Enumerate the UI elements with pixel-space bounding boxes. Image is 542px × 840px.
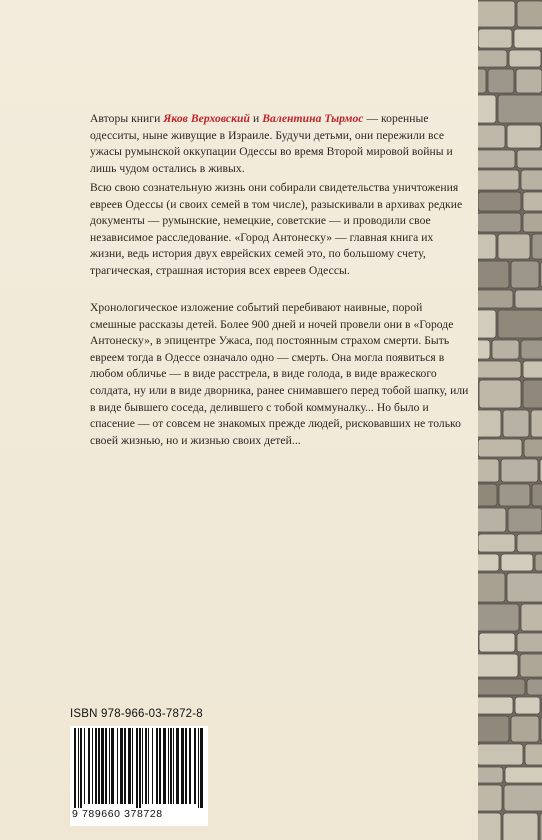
stone-wall-pattern: [478, 0, 542, 840]
stone: [478, 697, 513, 714]
stone: [511, 261, 539, 288]
stone: [517, 534, 542, 552]
stone: [520, 654, 542, 677]
stone: [498, 95, 542, 123]
stone: [515, 290, 542, 308]
summary-text: Хронологическое изложение событий перебивают наивные, порой смешные рассказы детей. Более 900 дней и ночей провели они в «Городе Антонеску», в эпицентре Ужаса, под постоянным страхом смерти. Быть евреем тогда в Одессе означало одно — смерть. Она могла появиться в любом обличье — в виде расстрела, в виде голода, в виде вражеского солдата, ну или в виде дворника, ранее снимавшего перед тобой шапку, или в виде бывшего соседа, делившего с тобой коммуналку... Но было и спасение — от совсем не знакомых прежде людей, рисковавших не только своей жизнью, но и жизнью своих детей...: [90, 301, 469, 447]
stone: [478, 340, 490, 359]
stone: [499, 484, 530, 506]
barcode-bar: [148, 728, 149, 804]
stone: [478, 213, 521, 232]
barcode-bar: [168, 728, 169, 804]
stone: [478, 744, 523, 765]
barcode-bar: [152, 728, 153, 804]
stone: [478, 361, 521, 378]
stone: [479, 380, 521, 408]
stone: [525, 744, 542, 765]
barcode-bar: [88, 728, 90, 804]
stone: [479, 633, 515, 652]
barcode-bar: [142, 728, 143, 804]
stone: [478, 95, 496, 123]
stone: [478, 554, 499, 571]
stone: [478, 261, 509, 288]
barcode-bar: [111, 728, 114, 804]
stone: [505, 767, 542, 783]
stone: [478, 679, 525, 695]
isbn-label: ISBN 978-966-03-7872-8: [70, 708, 203, 720]
barcode-bar: [200, 728, 203, 810]
stone: [523, 213, 542, 232]
stone: [478, 573, 505, 602]
barcode-bar: [78, 728, 79, 810]
stone: [507, 125, 541, 148]
stone: [515, 697, 540, 714]
barcode-bar: [194, 728, 196, 804]
stone: [478, 654, 518, 677]
stone: [523, 361, 542, 378]
stone: [514, 29, 542, 48]
stone: [523, 380, 542, 408]
stone: [524, 439, 542, 457]
barcode-bar: [185, 728, 187, 804]
barcode-bar: [189, 728, 191, 804]
stone: [478, 484, 497, 506]
stone: [488, 69, 514, 93]
stone: [498, 234, 530, 259]
barcode-bar: [139, 728, 141, 810]
stone: [478, 410, 501, 437]
stone: [509, 50, 541, 67]
conjunction: и: [250, 112, 263, 125]
stone: [532, 234, 542, 259]
barcode-bar: [198, 728, 199, 810]
stone: [521, 340, 542, 359]
stone: [492, 340, 519, 359]
stone: [478, 534, 515, 552]
stone: [498, 310, 542, 338]
stone: [521, 604, 542, 631]
stone: [501, 459, 538, 482]
authors-description: — коренные одесситы, ныне живущие в Израиле. Будучи детьми, они пережили все ужасы румынской оккупации Одессы во время Второй мировой войны и лишь чудом остались в живых.: [90, 112, 453, 175]
paragraph-research: [90, 180, 470, 280]
barcode-bar: [170, 728, 172, 804]
stone: [503, 410, 529, 437]
paragraph-authors: [90, 111, 470, 177]
stone-wall-image: [478, 0, 542, 840]
stone: [535, 554, 542, 571]
research-text: Всю свою сознательную жизнь они собирали свидетельства уничтожения евреев Одессы (и своих семей в том числе), разыскивали в архивах редкие документы — румынские, немецкие, советские — и проводили свое независимое расследование. «Город Антонеску» — главная книга их жизни, ведь история двух еврейских семей это, по большому счету, трагическая, страшная история всех евреев Одессы.: [90, 181, 463, 277]
barcode-bar: [74, 728, 76, 810]
author-name-1: Яков Верховский: [163, 112, 251, 125]
barcode-bar: [84, 728, 85, 804]
stone: [478, 125, 505, 148]
barcode-bar: [181, 728, 184, 804]
stone: [478, 508, 506, 532]
stone: [478, 604, 519, 631]
stone: [517, 1, 542, 27]
stone: [478, 192, 521, 211]
stone: [478, 50, 507, 67]
stone: [478, 785, 502, 811]
barcode-bar: [117, 728, 118, 804]
barcode-bar: [173, 728, 174, 804]
stone: [478, 234, 496, 259]
stone: [478, 1, 515, 27]
barcode-digits: 9 789660 378728: [70, 808, 208, 820]
stone: [478, 459, 499, 482]
paragraph-summary: [90, 300, 470, 449]
author-name-2: Валентина Тырмос: [262, 112, 364, 125]
stone: [478, 439, 522, 457]
barcode-bars: [70, 726, 208, 810]
stone: [527, 679, 542, 695]
stone: [507, 573, 542, 602]
barcode-bar: [136, 728, 138, 810]
stone: [478, 813, 501, 840]
stone: [503, 813, 538, 840]
barcode-bar: [156, 728, 158, 804]
barcode-bar: [80, 728, 82, 810]
barcode-bar: [145, 728, 147, 804]
stone: [478, 767, 503, 783]
stone: [511, 716, 539, 742]
stone: [478, 170, 519, 190]
stone: [521, 170, 542, 190]
barcode-bar: [128, 728, 131, 804]
barcode-bar: [95, 728, 97, 804]
stone: [504, 785, 542, 811]
stone: [517, 633, 542, 652]
barcode-bar: [124, 728, 126, 804]
stone: [517, 150, 542, 168]
barcode-bar: [163, 728, 166, 804]
barcode-bar: [120, 728, 123, 804]
stone: [478, 290, 513, 308]
stone: [508, 508, 542, 532]
stone: [516, 69, 542, 93]
barcode-bar: [92, 728, 93, 804]
stone: [501, 554, 533, 571]
stone: [478, 716, 509, 742]
stone: [478, 69, 486, 93]
intro-text: Авторы книги: [90, 112, 164, 125]
barcode-bar: [109, 728, 110, 804]
barcode-bar: [159, 728, 161, 804]
barcode-bar: [132, 728, 133, 804]
stone: [478, 310, 496, 338]
barcode-bar: [105, 728, 107, 804]
barcode-bar: [176, 728, 179, 804]
stone: [531, 410, 542, 437]
stone: [532, 484, 542, 506]
stone: [523, 192, 542, 211]
barcode-bar: [98, 728, 100, 804]
stone: [478, 29, 512, 48]
stone: [478, 150, 515, 168]
barcode-bar: [101, 728, 104, 804]
